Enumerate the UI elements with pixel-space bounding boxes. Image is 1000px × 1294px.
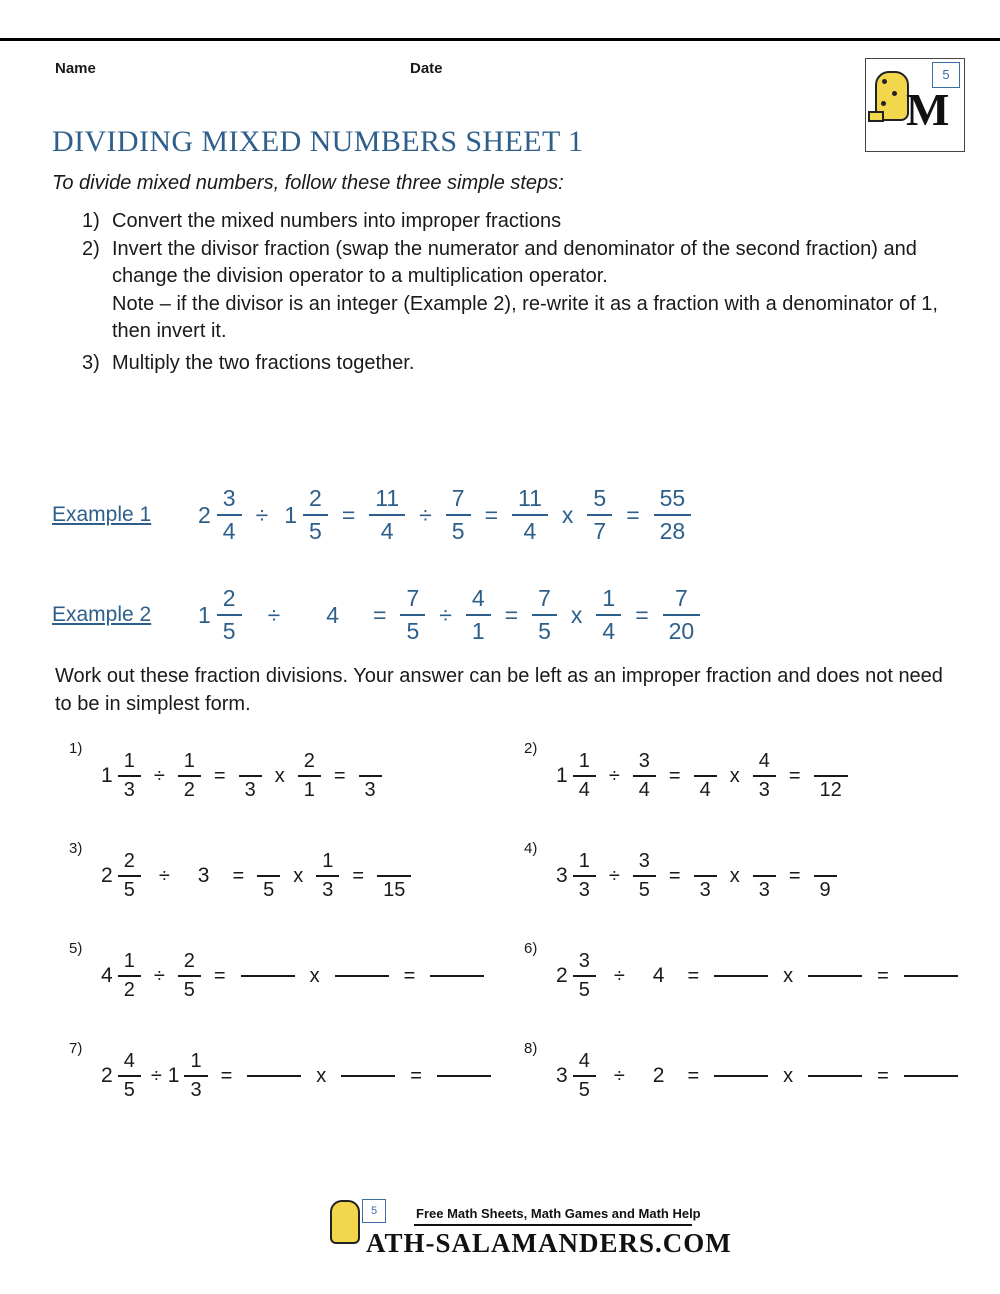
equals: = [373,601,387,628]
numerator: 2 [309,485,322,511]
numerator: 1 [183,750,195,772]
numerator-blank[interactable] [694,751,717,773]
equals: = [232,864,245,887]
denominator: 4 [523,518,537,544]
salamander-spot-icon [882,79,887,84]
operator: x [561,501,574,528]
fraction-bar [694,875,717,877]
operator: ÷ [267,601,281,628]
fraction-bar [753,875,776,877]
problem-2[interactable] [510,740,965,840]
operator: x [729,864,740,887]
math-salamanders-logo [865,58,965,152]
example-1-row [52,485,695,545]
denominator: 3 [123,779,135,801]
problem-expression [556,750,852,802]
fraction [369,485,405,545]
denominator: 28 [659,518,686,544]
fraction-bar [118,1075,141,1077]
fraction [753,750,776,802]
fraction-bar [118,975,141,977]
footer-divider [414,1224,692,1226]
numerator: 3 [638,850,650,872]
numerator: 4 [578,1050,590,1072]
problem-3[interactable] [55,840,510,940]
problem-number: 7) [69,1040,83,1057]
answer-fraction-blank[interactable] [814,851,837,902]
equals: = [213,964,226,987]
numerator: 2 [123,850,135,872]
fraction-bar [753,775,776,777]
numerator: 4 [123,1050,135,1072]
equals: = [213,764,226,787]
numerator: 7 [406,585,420,611]
numerator: 1 [123,750,135,772]
denominator: 5 [183,979,195,1001]
answer-fraction-blank[interactable] [239,751,262,802]
equals: = [484,501,498,528]
whole-number: 2 [101,864,113,887]
answer-blank-line[interactable] [437,1075,491,1077]
problem-6[interactable] [510,940,965,1040]
fraction [184,1050,207,1102]
equals: = [668,864,681,887]
fraction-bar [694,775,717,777]
denominator: 5 [123,1079,135,1101]
fraction [298,750,321,802]
fraction-bar [814,775,848,777]
step-text: Invert the divisor fraction (swap the numerator and denominator of the second fraction) and change the division operator to a multiplication operator. [112,238,917,287]
whole-number: 1 [101,764,113,787]
denominator: 3 [190,1079,202,1101]
fraction [633,850,656,902]
fraction-bar [596,614,621,616]
operator: ÷ [419,501,432,528]
numerator: 3 [638,750,650,772]
numerator-blank[interactable] [359,751,382,773]
operator: x [316,1064,327,1087]
operator: x [729,764,740,787]
fraction-bar [633,775,656,777]
fraction [217,585,242,645]
numerator-blank[interactable] [814,751,848,773]
denominator: 4 [578,779,590,801]
example-whole: 1 [284,501,298,528]
denominator: 5 [123,879,135,901]
fraction [178,750,201,802]
fraction [118,850,141,902]
denominator: 3 [322,879,334,901]
answer-blank-line[interactable] [714,975,768,977]
fraction-bar [633,875,656,877]
operator: x [293,864,304,887]
example-whole: 1 [198,601,211,628]
numerator: 4 [758,750,770,772]
fraction-bar [118,775,141,777]
example-1-label: Example 1 [52,503,152,526]
numerator-blank[interactable] [257,851,280,873]
operator: ÷ [255,501,269,528]
denominator: 3 [758,779,770,801]
fraction-bar [532,614,557,616]
numerator: 1 [578,750,590,772]
whole-number: 2 [556,964,568,987]
fraction-bar [298,775,321,777]
fraction [446,485,471,545]
numerator: 1 [190,1050,202,1072]
denominator: 12 [819,778,842,801]
equals: = [403,964,416,987]
salamander-leg-icon [868,111,884,122]
fraction [512,485,548,545]
denominator: 4 [602,618,616,644]
fraction [663,585,701,645]
numerator: 11 [518,485,542,511]
denominator: 4 [638,779,650,801]
numerator: 7 [675,585,688,611]
date-label: Date [410,60,443,77]
denominator: 20 [668,618,695,644]
problem-expression [101,850,415,902]
operator: x [274,764,285,787]
answer-blank-line[interactable] [714,1075,768,1077]
whole-number: 3 [556,1064,568,1087]
fraction-bar [184,1075,207,1077]
numerator: 11 [375,485,400,511]
fraction [532,585,557,645]
fraction [573,1050,596,1102]
fraction-bar [257,875,280,877]
list-item [82,350,962,376]
fraction-bar [377,875,411,877]
fraction-bar [573,975,596,977]
fraction-bar [369,514,405,516]
answer-fraction-blank[interactable] [257,851,280,902]
numerator-blank[interactable] [239,751,262,773]
fraction [316,850,339,902]
equals: = [352,864,365,887]
denominator: 3 [578,879,590,901]
problem-row [55,940,965,1040]
equals: = [788,764,801,787]
denominator: 5 [578,1079,590,1101]
fraction-bar [400,614,425,616]
numerator: 1 [602,585,616,611]
numerator: 7 [538,585,551,611]
steps-list [82,208,962,378]
answer-blank-line[interactable] [241,975,295,977]
problem-number: 1) [69,740,83,757]
equals: = [220,1064,233,1087]
fraction-bar [217,514,242,516]
fraction-bar [663,614,701,616]
operator: ÷ [608,864,620,887]
fraction [217,485,242,545]
fraction [573,750,596,802]
numerator: 1 [322,850,334,872]
denominator: 5 [578,979,590,1001]
fraction [587,485,612,545]
operator: ÷ [608,764,620,787]
operator: x [309,964,320,987]
fraction [303,485,328,545]
numerator: 2 [222,585,236,611]
whole-number: 3 [197,864,210,887]
operator: ÷ [158,864,170,887]
example-whole: 4 [326,601,340,628]
numerator: 1 [123,950,135,972]
problem-number: 4) [524,840,538,857]
fraction-bar [359,775,382,777]
operator: ÷ [613,1064,625,1087]
denominator: 9 [819,878,831,901]
equals: = [788,864,801,887]
step-number: 2) [82,238,100,261]
example-2-row [52,585,704,645]
step-number: 1) [82,210,100,232]
footer-tagline: Free Math Sheets, Math Games and Math Help [416,1206,701,1221]
answer-blank-line[interactable] [808,1075,862,1077]
denominator: 1 [471,618,485,644]
fraction-bar [446,514,471,516]
denominator: 5 [451,518,465,544]
denominator: 15 [383,878,406,901]
equals: = [626,501,640,528]
fraction-bar [217,614,242,616]
denominator: 5 [406,618,420,644]
problem-expression [556,850,841,902]
problem-row [55,740,965,840]
equals: = [687,964,700,987]
fraction-bar [239,775,262,777]
denominator: 4 [222,518,236,544]
equals: = [410,1064,422,1087]
step-text: Multiply the two fractions together. [112,351,415,374]
numerator-blank[interactable] [377,851,411,873]
numerator-blank[interactable] [694,851,717,873]
problem-number: 8) [524,1040,538,1057]
denominator: 4 [699,778,711,801]
equals: = [635,601,649,628]
problem-expression [101,1050,497,1102]
whole-number: 3 [556,864,568,887]
problem-expression [101,750,386,802]
numerator: 1 [578,850,590,872]
answer-blank-line[interactable] [904,1075,958,1077]
example-2-label: Example 2 [52,603,152,626]
name-label: Name [55,60,96,77]
denominator: 2 [183,779,195,801]
fraction-bar [178,975,201,977]
whole-number: 2 [101,1064,113,1087]
fraction [573,950,596,1002]
problem-7[interactable] [55,1040,510,1140]
denominator: 1 [303,779,315,801]
fraction [596,585,621,645]
operator: ÷ [153,764,165,787]
whole-number: 4 [652,964,665,987]
numerator: 3 [222,485,236,511]
whole-number: 1 [167,1064,180,1087]
answer-fraction-blank[interactable] [377,851,411,902]
operator: x [783,964,794,987]
instructions-text: Work out these fraction divisions. Your answer can be left as an improper fraction and does not need to be in simplest form. [55,665,943,715]
fraction [400,585,425,645]
denominator: 3 [699,878,711,901]
answer-fraction-blank[interactable] [359,751,382,802]
problem-1[interactable] [55,740,510,840]
step-text: Convert the mixed numbers into improper fractions [112,210,562,232]
fraction [573,850,596,902]
fraction [633,750,656,802]
fraction-bar [512,514,548,516]
operator: ÷ [150,1064,162,1087]
answer-blank-line[interactable] [247,1075,301,1077]
fraction-bar [303,514,328,516]
footer-salamander-icon [330,1200,360,1244]
problem-number: 5) [69,940,83,957]
header-divider [0,38,1000,41]
fraction-bar [316,875,339,877]
grade-badge: 5 [932,62,960,88]
problem-number: 3) [69,840,83,857]
answer-blank-line[interactable] [808,975,862,977]
whole-number: 1 [556,764,568,787]
salamander-spot-icon [892,91,897,96]
problem-expression [556,950,964,1002]
list-item [82,208,962,234]
numerator: 2 [183,950,195,972]
denominator: 3 [364,778,376,801]
problem-8[interactable] [510,1040,965,1140]
fraction [466,585,491,645]
problem-row [55,1040,965,1140]
answer-fraction-blank[interactable] [694,851,717,902]
operator: x [783,1064,794,1087]
salamander-spot-icon [881,101,886,106]
fraction [118,750,141,802]
fraction-bar [573,775,596,777]
operator: x [570,601,583,628]
operator: ÷ [439,601,452,628]
fraction [118,950,141,1002]
answer-blank-line[interactable] [341,1075,395,1077]
page-title: DIVIDING MIXED NUMBERS SHEET 1 [52,125,584,159]
fraction-bar [118,875,141,877]
equals: = [341,501,356,528]
numerator: 4 [471,585,485,611]
denominator: 5 [538,618,551,644]
denominator: 7 [593,518,607,544]
problem-number: 2) [524,740,538,757]
numerator: 2 [303,750,315,772]
numerator: 55 [659,485,686,511]
answer-blank-line[interactable] [335,975,389,977]
answer-blank-line[interactable] [430,975,484,977]
fraction [118,1050,141,1102]
equals: = [668,764,681,787]
whole-number: 4 [101,964,113,987]
problem-expression [101,950,490,1002]
problem-row [55,840,965,940]
numerator: 3 [578,950,590,972]
list-item [82,236,962,289]
problem-number: 6) [524,940,538,957]
denominator: 3 [244,778,256,801]
fraction-bar [654,514,692,516]
denominator: 4 [380,518,394,544]
answer-fraction-blank[interactable] [694,751,717,802]
numerator-blank[interactable] [814,851,837,873]
denominator: 5 [222,618,236,644]
fraction-bar [814,875,837,877]
step-number: 3) [82,351,100,374]
problem-expression [556,1050,964,1102]
denominator: 5 [263,878,275,901]
problem-5[interactable] [55,940,510,1040]
fraction-bar [466,614,491,616]
operator: ÷ [613,964,625,987]
example-whole: 2 [198,501,211,528]
equals: = [333,764,346,787]
denominator: 2 [123,979,135,1001]
fraction-bar [178,775,201,777]
fraction-bar [587,514,612,516]
m-letter-icon: M [906,84,950,135]
fraction-bar [573,875,596,877]
equals: = [504,601,519,628]
footer-grade-badge: 5 [362,1199,386,1223]
denominator: 5 [638,879,650,901]
answer-blank-line[interactable] [904,975,958,977]
fraction [654,485,692,545]
answer-fraction-blank[interactable] [814,751,848,802]
step-note: Note – if the divisor is an integer (Example 2), re-write it as a fraction with a denominator of 1, then invert it. [112,293,938,342]
footer-brand: ATH-SALAMANDERS.COM [366,1228,732,1258]
intro-text: To divide mixed numbers, follow these three simple steps: [52,172,564,194]
fraction [178,950,201,1002]
problems-grid [55,740,965,1140]
equals: = [877,964,889,987]
problem-4[interactable] [510,840,965,940]
operator: ÷ [153,964,165,987]
numerator: 5 [593,485,607,511]
equals: = [877,1064,889,1087]
equals: = [687,1064,700,1087]
whole-number: 2 [652,1064,665,1087]
numerator-blank[interactable] [753,851,776,873]
denominator: 3 [758,878,770,901]
fraction-bar [573,1075,596,1077]
numerator: 7 [451,485,465,511]
answer-fraction-blank[interactable] [753,851,776,902]
denominator: 5 [309,518,322,544]
